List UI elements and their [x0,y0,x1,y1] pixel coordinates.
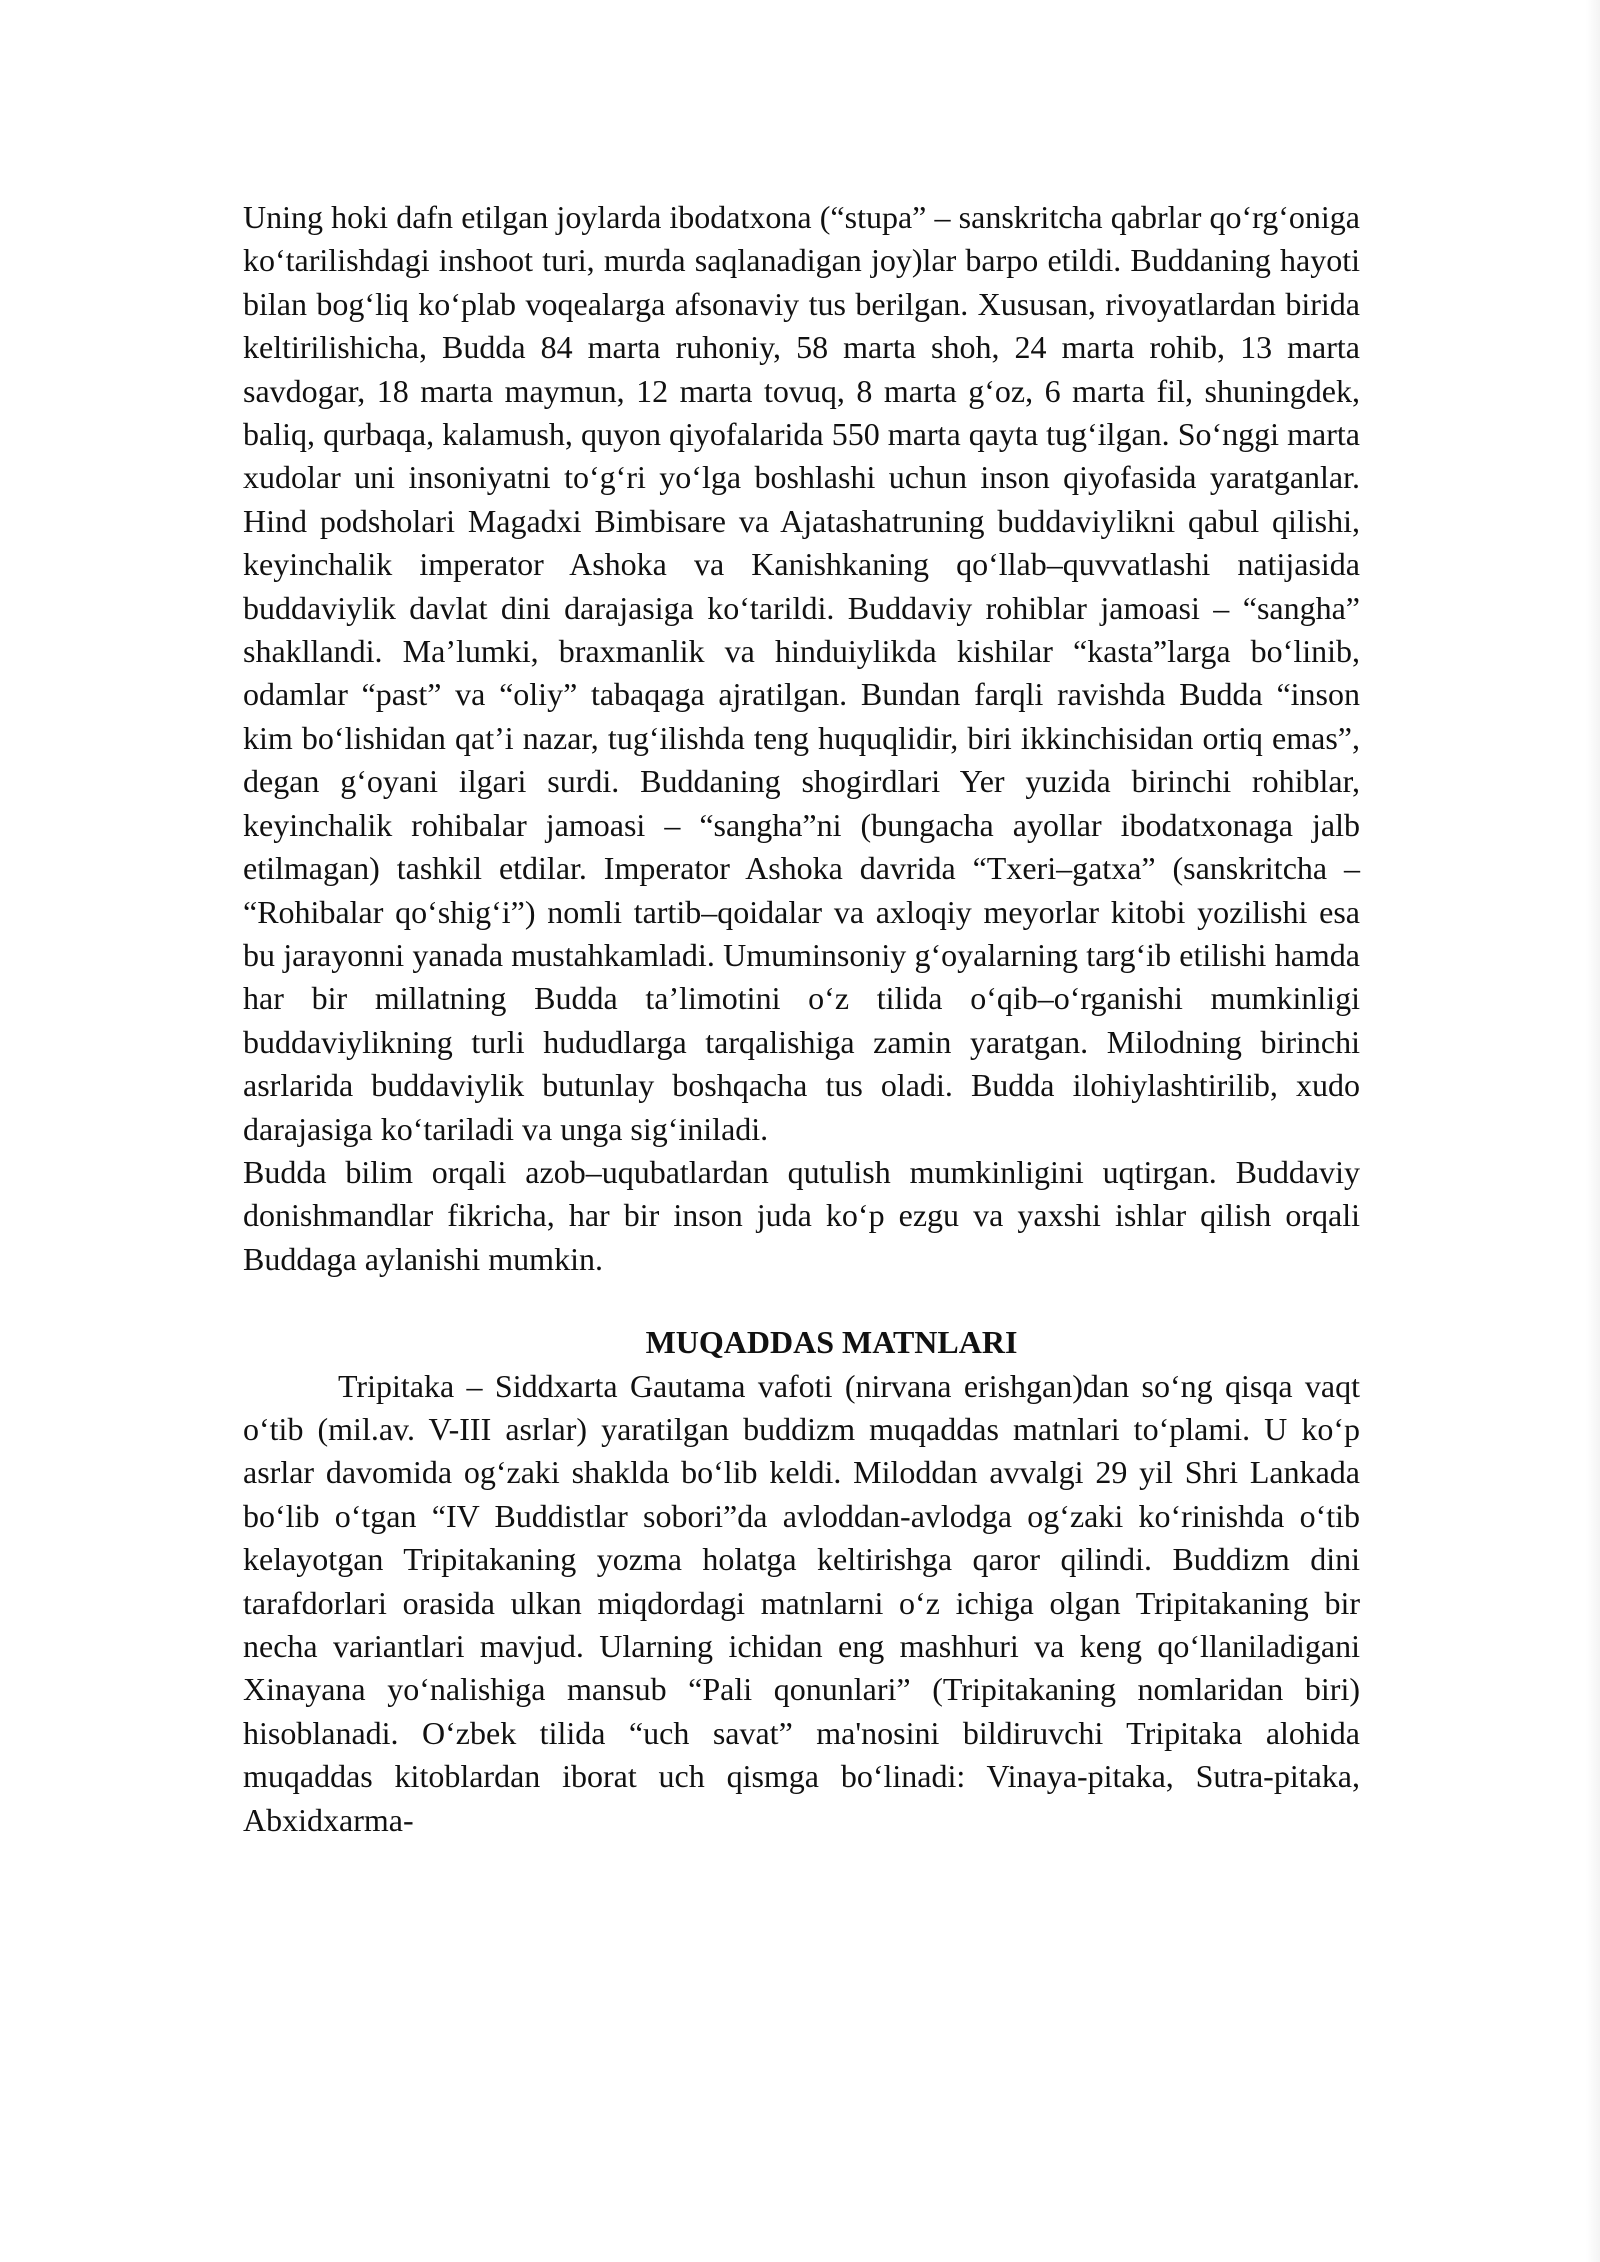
section-heading: MUQADDAS MATNLARI [645,1324,1018,1361]
paragraph-buddha-knowledge: Budda bilim orqali azob–uqubatlardan qutulish mumkinligini uqtirgan. Buddaviy donishmandlar fikricha, har bir inson juda ko‘p ezgu va yaxshi ishlar qilish orqali Buddaga aylanishi mumkin. [243,1153,1360,1277]
page-edge-shadow [1586,0,1600,2262]
document-body [243,196,1360,1842]
paragraph-tripitaka: Tripitaka – Siddxarta Gautama vafoti (nirvana erishgan)dan so‘ng qisqa vaqt o‘tib (mil.av. V-III asrlar) yaratilgan buddizm muqaddas matnlari to‘plami. U ko‘p asrlar davomida og‘zaki shaklda bo‘lib keldi. Miloddan avvalgi 29 yil Shri Lankada bo‘lib o‘tgan “IV Buddistlar sobori”da avloddan-avlodga og‘zaki ko‘rinishda o‘tib kelayotgan Tripitakaning yozma holatga keltirishga qaror qilindi. Buddizm dini tarafdorlari orasida ulkan miqdordagi matnlarni o‘z ichiga olgan Tripitakaning bir necha variantlari mavjud. Ularning ichidan eng mashhuri va keng qo‘llaniladigani Xinayana yo‘nalishiga mansub “Pali qonunlari” (Tripitakaning nomlaridan biri) hisoblanadi. O‘zbek tilida “uch savat” ma'nosini bildiruvchi Tripitaka alohida muqaddas kitoblardan iborat uch qismga bo‘linadi: Vinaya-pitaka, Sutra-pitaka, Abxidxarma- [243,1367,1360,1838]
paragraph-buddha-legends: Uning hoki dafn etilgan joylarda ibodatxona (“stupa” – sanskritcha qabrlar qo‘rg‘oniga ko‘tarilishdagi inshoot turi, murda saqlanadigan joy)lar barpo etildi. Buddaning hayoti bilan bog‘liq ko‘plab voqealarga afsonaviy tus berilgan. Xususan, rivoyatlardan birida keltirilishicha, Budda 84 marta ruhoniy, 58 marta shoh, 24 marta rohib, 13 marta savdogar, 18 marta maymun, 12 marta tovuq, 8 marta g‘oz, 6 marta fil, shuningdek, baliq, qurbaqa, kalamush, quyon qiyofalarida 550 marta qayta tug‘ilgan. So‘nggi marta xudolar uni insoniyatni to‘g‘ri yo‘lga boshlashi uchun inson qiyofasida yaratganlar. Hind podsholari Magadxi Bimbisare va Ajatashatruning buddaviylikni qabul qilishi, keyinchalik imperator Ashoka va Kanishkaning qo‘llab–quvvatlashi natijasida buddaviylik davlat dini darajasiga ko‘tarildi. Buddaviy rohiblar jamoasi – “sangha” shakllandi. Ma’lumki, braxmanlik va hinduiylikda kishilar “kasta”larga bo‘linib, odamlar “past” va “oliy” tabaqaga ajratilgan. Bundan farqli ravishda Budda “inson kim bo‘lishidan qat’i nazar, tug‘ilishda teng huquqlidir, biri ikkinchisidan ortiq emas”, degan g‘oyani ilgari surdi. Buddaning shogirdlari Yer yuzida birinchi rohiblar, keyinchalik rohibalar jamoasi – “sangha”ni (bungacha ayollar ibodatxonaga jalb etilmagan) tashkil etdilar. Imperator Ashoka davrida “Txeri–gatxa” (sanskritcha – “Rohibalar qo‘shig‘i”) nomli tartib–qoidalar va axloqiy meyorlar kitobi yozilishi esa bu jarayonni yanada mustahkamladi. Umuminsoniy g‘oyalarning targ‘ib etilishi hamda har bir millatning Budda ta’limotini o‘z tilida o‘qib–o‘rganishi mumkinligi buddaviylikning turli hududlarga tarqalishiga zamin yaratgan. Milodning birinchi asrlarida buddaviylik butunlay boshqacha tus oladi. Budda ilohiylashtirilib, xudo darajasiga ko‘tariladi va unga sig‘iniladi. [243,199,1360,1147]
